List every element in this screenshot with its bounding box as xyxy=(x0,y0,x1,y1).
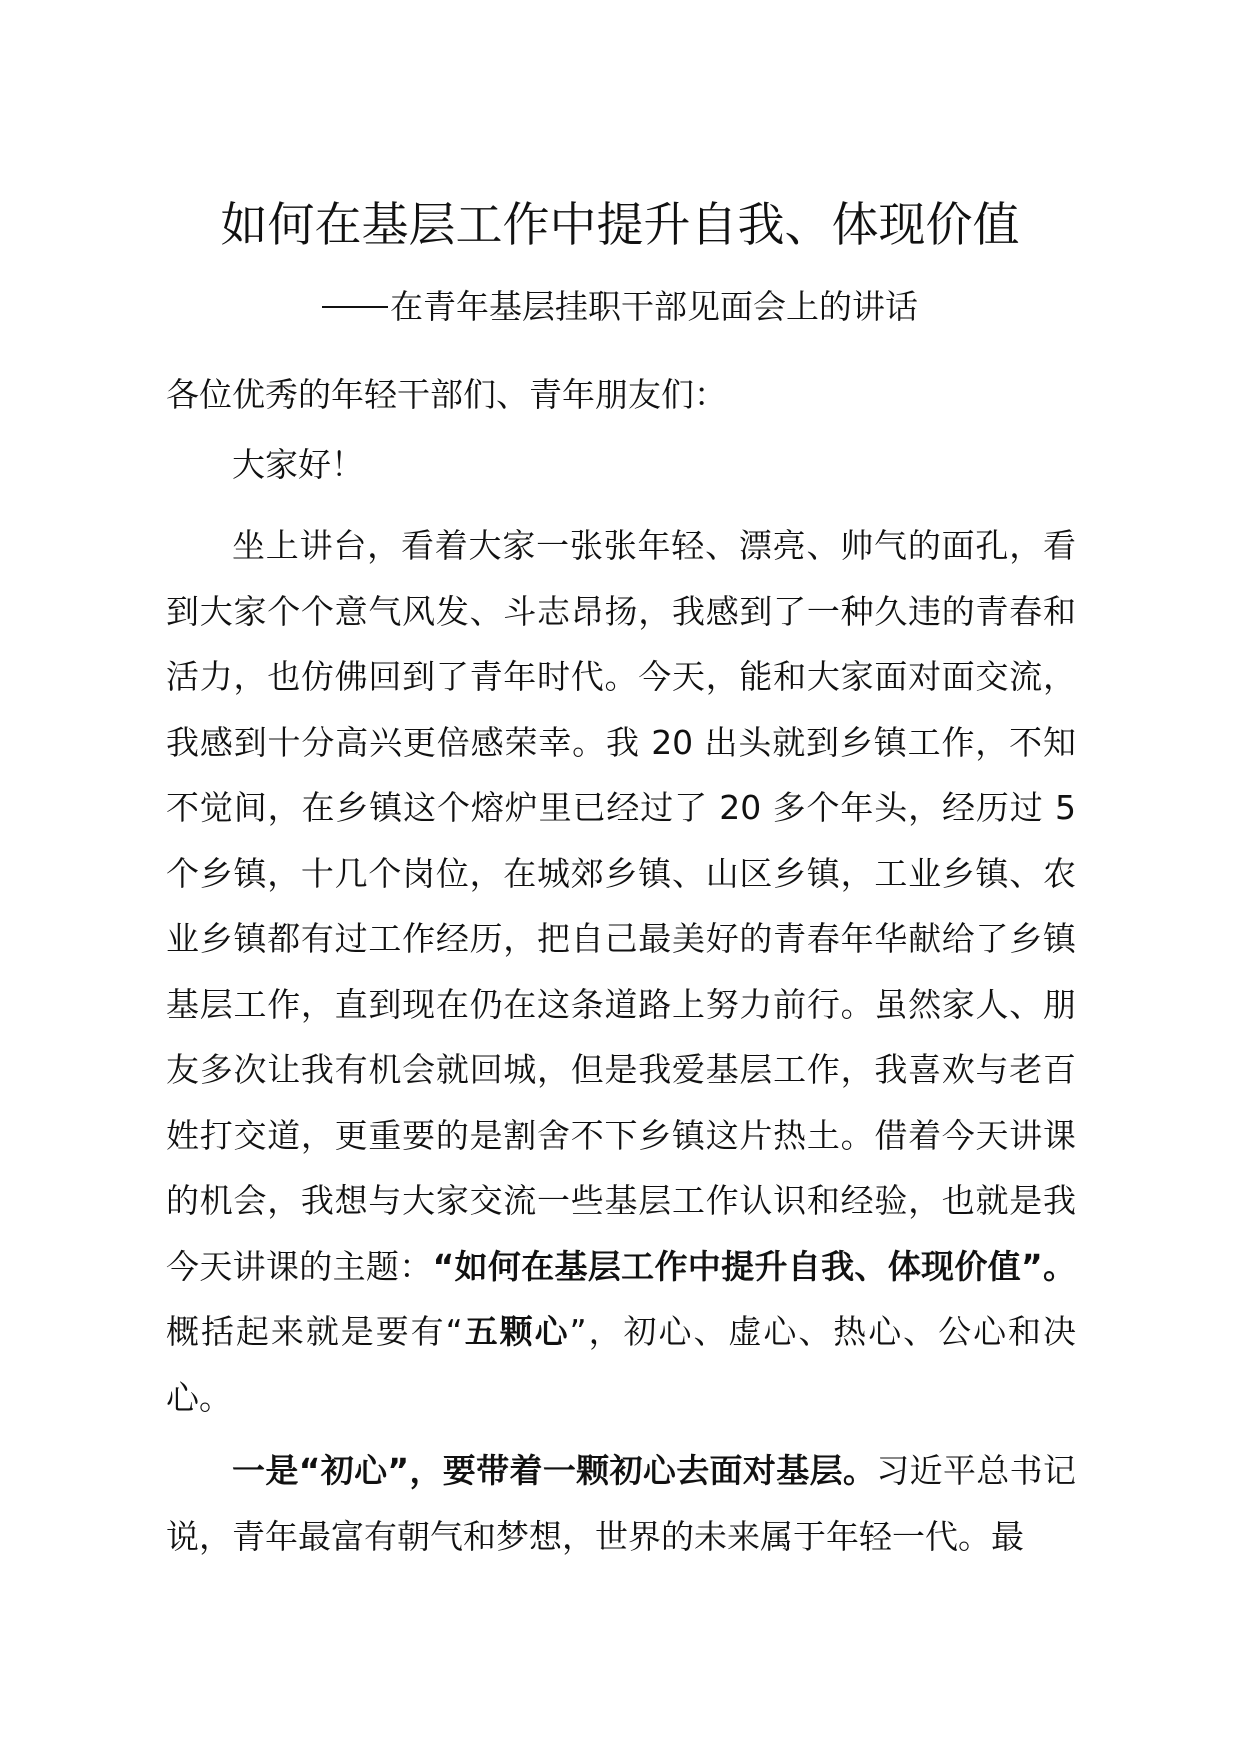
paragraph-2-heading: 一是“初心”，要带着一颗初心去面对基层。 xyxy=(232,1451,877,1490)
paragraph-1-text-c: ”，初心、虚心、热心、公心和决心。 xyxy=(166,1312,1076,1417)
five-hearts: 五颗心 xyxy=(462,1312,570,1351)
speech-theme: “如何在基层工作中提升自我、体现价值”。 xyxy=(432,1246,1076,1286)
subtitle-dash xyxy=(322,306,388,308)
paragraph-1 xyxy=(166,513,1076,1430)
paragraph-2 xyxy=(166,1438,1076,1569)
paragraph-1-text-b: 概括起来就是要有“ xyxy=(166,1312,463,1351)
subtitle-text: 在青年基层挂职干部见面会上的讲话 xyxy=(390,287,918,326)
salutation: 各位优秀的年轻干部们、青年朋友们： xyxy=(166,375,727,414)
paragraph-2-text: 习近平总书记说，青年最富有朝气和梦想，世界的未来属于年轻一代。最 xyxy=(166,1451,1076,1556)
document-subtitle xyxy=(0,284,1240,330)
paragraph-1-text-a: 坐上讲台，看着大家一张张年轻、漂亮、帅气的面孔，看到大家个个意气风发、斗志昂扬，我感到了一种久违的青春和活力，也仿佛回到了青年时代。今天，能和大家面对面交流，我感到十分高兴更倍感荣幸。我 20 出头就到乡镇工作，不知不觉间，在乡镇这个熔炉里已经过了 20 多个年头，经历过 5 个乡镇，十几个岗位，在城郊乡镇、山区乡镇，工业乡镇、农业乡镇都有过工作经历，把自己最美好的青春年华献给了乡镇基层工作，直到现在仍在这条道路上努力前行。虽然家人、朋友多次让我有机会就回城，但是我爱基层工作，我喜欢与老百姓打交道，更重要的是割舍不下乡镇这片热土。借着今天讲课的机会，我想与大家交流一些基层工作认识和经验，也就是我今天讲课的主题： xyxy=(166,526,1076,1286)
document-title: 如何在基层工作中提升自我、体现价值 xyxy=(220,198,1020,253)
greeting: 大家好！ xyxy=(232,445,364,484)
document-body xyxy=(166,365,1076,1569)
